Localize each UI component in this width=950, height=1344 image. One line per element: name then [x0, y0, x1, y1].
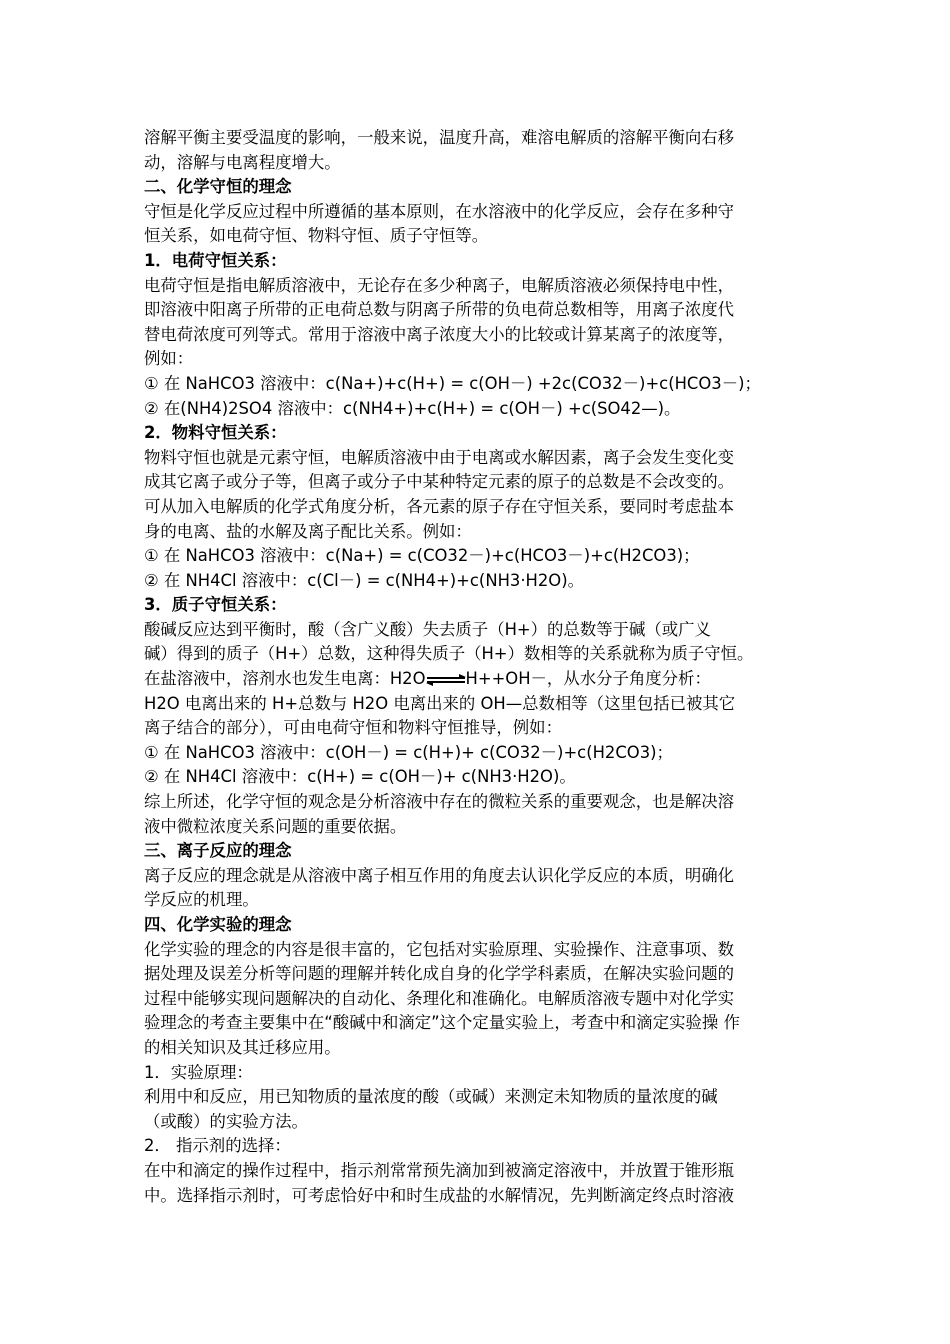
- line-text: 2．物料守恒关系：: [144, 423, 287, 443]
- text-line: [144, 667, 809, 692]
- text-line: [144, 274, 809, 299]
- line-text: ① 在 NaHCO3 溶液中：c(OH－) = c(H+)+ c(CO32－)+c(H2CO3)；: [144, 742, 673, 762]
- line-text-after: H++OH－，从水分子角度分析：: [465, 669, 711, 689]
- text-line: [144, 741, 809, 766]
- text-line: [144, 987, 809, 1012]
- line-text: ② 在 NH4Cl 溶液中：c(Cl－) = c(NH4+)+c(NH3·H2O)。: [144, 570, 584, 590]
- text-line: [144, 347, 809, 372]
- text-line: [144, 446, 809, 471]
- line-text: 二、化学守恒的理念: [144, 177, 292, 197]
- section-heading: [144, 249, 809, 274]
- section-heading: [144, 175, 809, 200]
- text-line: [144, 1134, 809, 1159]
- text-line: [144, 298, 809, 323]
- line-text: 三、离子反应的理念: [144, 841, 292, 861]
- line-text: 离子结合的部分），可由电荷守恒和物料守恒推导，例如：: [144, 718, 562, 738]
- line-text: 1．电荷守恒关系：: [144, 250, 287, 270]
- line-text: 守恒是化学反应过程中所遵循的基本原则，在水溶液中的化学反应，会存在多种守: [144, 201, 735, 221]
- text-line: [144, 642, 809, 667]
- line-text: 利用中和反应，用已知物质的量浓度的酸（或碱）来测定未知物质的量浓度的碱: [144, 1087, 718, 1107]
- text-line: [144, 126, 809, 151]
- line-text: 动，溶解与电离程度增大。: [144, 152, 341, 172]
- line-text: 2． 指示剂的选择：: [144, 1136, 291, 1156]
- line-text: 过程中能够实现问题解决的自动化、条理化和准确化。电解质溶液专题中对化学实: [144, 988, 735, 1008]
- line-text: 溶解平衡主要受温度的影响，一般来说，温度升高，难溶电解质的溶解平衡向右移: [144, 128, 735, 147]
- line-text: 成其它离子或分子等，但离子或分子中某种特定元素的原子的总数是不会改变的。: [144, 472, 735, 492]
- line-text: 的相关知识及其迁移应用。: [144, 1037, 341, 1057]
- text-line: [144, 1011, 809, 1036]
- line-text: 在盐溶液中，溶剂水也发生电离：H2O: [144, 669, 426, 689]
- text-line: [144, 864, 809, 889]
- line-text: 例如：: [144, 349, 194, 369]
- text-line: [144, 1159, 809, 1184]
- line-text: 据处理及误差分析等问题的理解并转化成自身的化学学科素质，在解决实验问题的: [144, 964, 735, 984]
- text-line: [144, 1061, 809, 1086]
- line-text: 酸碱反应达到平衡时，酸（含广义酸）失去质子（H+）的总数等于碱（或广义: [144, 619, 711, 639]
- text-line: [144, 569, 809, 594]
- line-text: 电荷守恒是指电解质溶液中，无论存在多少种离子，电解质溶液必须保持电中性，: [144, 275, 735, 295]
- text-line: [144, 790, 809, 815]
- line-text: 四、化学实验的理念: [144, 915, 292, 934]
- line-text: 1．实验原理：: [144, 1062, 253, 1082]
- line-text: 即溶液中阳离子所带的正电荷总数与阴离子所带的负电荷总数相等，用离子浓度代: [144, 300, 735, 320]
- document-page: [144, 126, 809, 1208]
- line-text: H2O 电离出来的 H+总数与 H2O 电离出来的 OH—总数相等（这里包括已被其它: [144, 693, 736, 713]
- text-line: [144, 765, 809, 790]
- line-text: 3．质子守恒关系：: [144, 595, 287, 615]
- text-line: [144, 692, 809, 717]
- text-line: [144, 200, 809, 225]
- text-line: [144, 1110, 809, 1135]
- line-text: ① 在 NaHCO3 溶液中：c(Na+) = c(CO32－)+c(HCO3－)+c(H2CO3)；: [144, 546, 700, 566]
- line-text: 碱）得到的质子（H+）总数，这种得失质子（H+）数相等的关系就称为质子守恒。: [144, 644, 754, 664]
- text-line: [144, 397, 809, 422]
- text-line: [144, 1184, 809, 1209]
- text-line: [144, 495, 809, 520]
- line-text: ② 在 NH4Cl 溶液中：c(H+) = c(OH－)+ c(NH3·H2O)。: [144, 767, 576, 787]
- line-text: 替电荷浓度可列等式。常用于溶液中离子浓度大小的比较或计算某离子的浓度等，: [144, 324, 735, 344]
- text-line: [144, 520, 809, 545]
- line-text: ① 在 NaHCO3 溶液中：c(Na+)+c(H+) = c(OH－) +2c(CO32－)+c(HCO3－)；: [144, 373, 761, 393]
- equilibrium-arrow-icon: [427, 675, 465, 685]
- text-line: [144, 962, 809, 987]
- text-line: [144, 815, 809, 840]
- line-text: （或酸）的实验方法。: [144, 1111, 308, 1131]
- section-heading: [144, 839, 809, 864]
- text-line: [144, 888, 809, 913]
- line-text: 化学实验的理念的内容是很丰富的，它包括对实验原理、实验操作、注意事项、数: [144, 939, 735, 959]
- line-text: 中。选择指示剂时，可考虑恰好中和时生成盐的水解情况，先判断滴定终点时溶液: [144, 1185, 735, 1205]
- line-text: 在中和滴定的操作过程中，指示剂常常预先滴加到被滴定溶液中，并放置于锥形瓶: [144, 1160, 735, 1180]
- text-line: [144, 716, 809, 741]
- text-line: [144, 372, 809, 397]
- section-heading: [144, 913, 809, 938]
- line-text: 恒关系，如电荷守恒、物料守恒、质子守恒等。: [144, 226, 489, 246]
- text-line: [144, 544, 809, 569]
- line-text: 身的电离、盐的水解及离子配比关系。例如：: [144, 521, 472, 541]
- line-text: 可从加入电解质的化学式角度分析，各元素的原子存在守恒关系，要同时考虑盐本: [144, 496, 735, 516]
- text-line: [144, 151, 809, 176]
- line-text: 物料守恒也就是元素守恒，电解质溶液中由于电离或水解因素，离子会发生变化变: [144, 447, 735, 467]
- line-text: 综上所述，化学守恒的观念是分析溶液中存在的微粒关系的重要观念，也是解决溶: [144, 792, 735, 812]
- text-line: [144, 323, 809, 348]
- line-text: 学反应的机理。: [144, 890, 259, 910]
- line-text: ② 在(NH4)2SO4 溶液中：c(NH4+)+c(H+) = c(OH－) +c(SO42—)。: [144, 398, 681, 418]
- line-text: 液中微粒浓度关系问题的重要依据。: [144, 816, 407, 836]
- section-heading: [144, 421, 809, 446]
- text-line: [144, 1085, 809, 1110]
- text-line: [144, 938, 809, 963]
- text-line: [144, 470, 809, 495]
- line-text: 离子反应的理念就是从溶液中离子相互作用的角度去认识化学反应的本质，明确化: [144, 865, 735, 885]
- section-heading: [144, 593, 809, 618]
- text-line: [144, 1036, 809, 1061]
- text-line: [144, 618, 809, 643]
- line-text: 验理念的考查主要集中在“酸碱中和滴定”这个定量实验上，考查中和滴定实验操 作: [144, 1013, 740, 1033]
- text-line: [144, 224, 809, 249]
